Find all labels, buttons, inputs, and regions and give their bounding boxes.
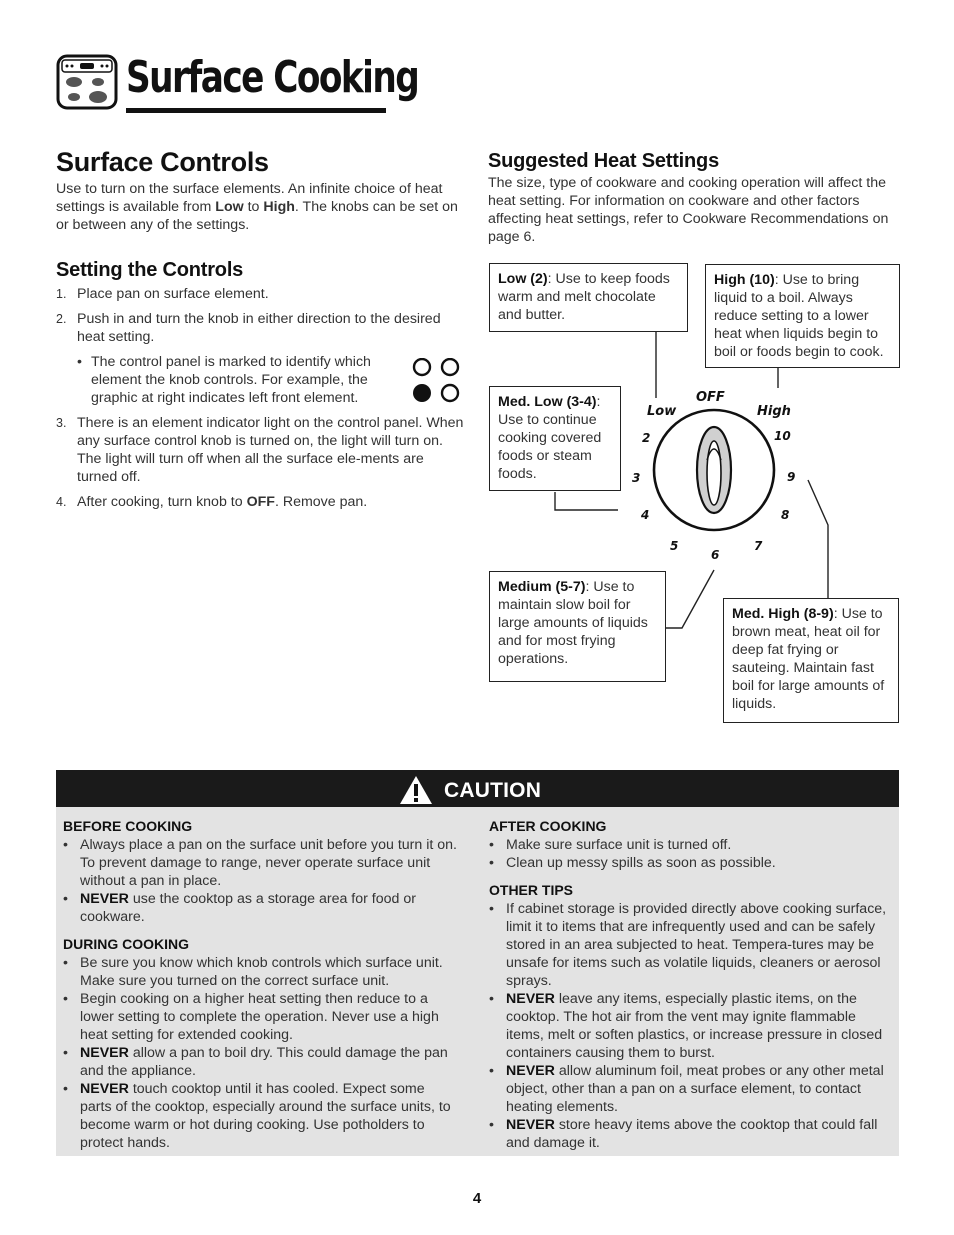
- intro-text: . The knobs can be set on or between any of the settings.: [56, 199, 458, 233]
- callout-label: Medium (5-7): [498, 579, 586, 595]
- knob-tick-8: 8: [781, 508, 790, 522]
- caution-label: CAUTION: [444, 779, 542, 802]
- step-1: [56, 285, 466, 303]
- callout-label: Med. Low (3-4): [498, 394, 597, 410]
- bullet-dot: •: [63, 891, 68, 907]
- caution-text: leave any items, especially plastic items, on the cooktop. The hot air from the vent may ignite flammable items, melt or soften plastics, or increase pressure in closed containers causing them to burst.: [506, 991, 883, 1061]
- page-title: Surface Cooking: [126, 52, 419, 103]
- bullet-text: The control panel is marked to identify which element the knob controls. For example, the graphic at right indicates left front element.: [91, 354, 371, 406]
- step-2: [56, 310, 466, 346]
- caution-left-column: [63, 817, 458, 1152]
- surface-controls-heading: Surface Controls: [56, 147, 269, 177]
- caution-text: If cabinet storage is provided directly above cooking surface, limit it to items that are infrequently used and can be safely stored in an area subjected to heat. Tempera-tures may be unsafe for items such as volatile liquids, cleaners or aerosol sprays.: [506, 901, 887, 989]
- caution-header: [56, 770, 899, 807]
- callout-text: : Use to bring liquid to a boil. Always reduce setting to a lower heat when liquids begin to boil or foods begin to cook.: [714, 272, 884, 360]
- callout-text: : Use to brown meat, heat oil for deep fat frying or sauteing. Maintain fast boil for large amounts of liquids.: [732, 606, 885, 712]
- bullet-dot: •: [489, 837, 494, 853]
- never-label: NEVER: [506, 1063, 555, 1079]
- knob-tick-4: 4: [641, 508, 650, 522]
- surface-controls-intro: [56, 180, 461, 234]
- leader-medhigh: [808, 480, 828, 598]
- never-label: NEVER: [80, 1045, 129, 1061]
- step-number: 3.: [56, 416, 67, 430]
- callout-med-high: [723, 598, 899, 723]
- knob-tick-5: 5: [670, 539, 679, 553]
- caution-item: [63, 954, 458, 990]
- bullet-dot: •: [63, 955, 68, 971]
- leader-medlow: [555, 492, 618, 510]
- caution-item: [489, 990, 894, 1062]
- knob-tick-7: 7: [754, 539, 763, 553]
- caution-text: Always place a pan on the surface unit before you turn it on. To prevent damage to range, never operate surface unit without a pan in place.: [80, 837, 457, 889]
- never-label: NEVER: [506, 1117, 555, 1133]
- caution-text: Make sure surface unit is turned off.: [506, 837, 732, 853]
- page-header: [56, 50, 419, 116]
- caution-box: [56, 770, 899, 1156]
- step-text: . Remove pan.: [274, 494, 368, 510]
- knob-label-low: Low: [647, 404, 677, 419]
- caution-item: [489, 1062, 894, 1116]
- page-number: 4: [472, 1190, 482, 1207]
- setting-steps: [56, 285, 466, 518]
- caution-right-column: [489, 817, 894, 1152]
- bullet-dot: •: [63, 1045, 68, 1061]
- caution-item: [63, 836, 458, 890]
- step-text: Place pan on surface element.: [77, 286, 269, 302]
- warning-icon: [399, 775, 433, 805]
- step-text: Push in and turn the knob in either direction to the desired heat setting.: [77, 311, 441, 345]
- never-label: NEVER: [506, 991, 555, 1007]
- step-3: [56, 414, 466, 486]
- intro-low: Low: [215, 199, 244, 215]
- bullet-dot: •: [63, 1081, 68, 1097]
- callout-med-low: [489, 386, 621, 491]
- bullet-dot: •: [489, 901, 494, 917]
- caution-text: Be sure you know which knob controls which surface unit. Make sure you turned on the correct surface unit.: [80, 955, 443, 989]
- knob-label-off: OFF: [696, 390, 725, 405]
- caution-item: [489, 900, 894, 990]
- callout-label: High (10): [714, 272, 775, 288]
- callout-label: Low (2): [498, 271, 548, 287]
- callout-text: : Use to maintain slow boil for large amounts of liquids and for most frying operations.: [498, 579, 648, 667]
- after-cooking-heading: AFTER COOKING: [489, 818, 607, 834]
- element-indicator-icon: [411, 358, 461, 404]
- suggested-heat-heading: Suggested Heat Settings: [488, 150, 719, 172]
- caution-item: [63, 990, 458, 1044]
- caution-text: touch cooktop until it has cooled. Expect some parts of the cooktop, especially around the surface units, to become warm or hot during cooking. Use potholders to protect hands.: [80, 1081, 451, 1151]
- never-label: NEVER: [80, 1081, 129, 1097]
- knob-grip-inner: [707, 441, 721, 505]
- callout-low: [489, 263, 688, 332]
- step-off: OFF: [246, 494, 275, 510]
- knob-tick-9: 9: [787, 470, 796, 484]
- bullet-dot: •: [489, 855, 494, 871]
- caution-text: Clean up messy spills as soon as possible.: [506, 855, 776, 871]
- setting-controls-heading: Setting the Controls: [56, 259, 244, 281]
- never-label: NEVER: [80, 891, 129, 907]
- caution-text: allow a pan to boil dry. This could damage the pan and the appliance.: [80, 1045, 448, 1079]
- step-text: After cooking, turn knob to: [77, 494, 247, 510]
- knob-tick-2: 2: [642, 431, 651, 445]
- bullet-dot: •: [489, 991, 494, 1007]
- callout-medium: [489, 571, 666, 682]
- caution-item: [489, 854, 894, 872]
- caution-text: use the cooktop as a storage area for food or cookware.: [80, 891, 416, 925]
- knob-tick-3: 3: [632, 471, 641, 485]
- callout-text: : Use to keep foods warm and melt chocolate and butter.: [498, 271, 670, 323]
- step-text: There is an element indicator light on the control panel. When any surface control knob is turned on, the light will turn on. The light will turn off when all the surface ele-ments are turned off.: [77, 415, 464, 485]
- caution-item: [489, 1116, 894, 1152]
- intro-text: to: [243, 199, 264, 215]
- cooktop-icon: [56, 54, 118, 110]
- step-number: 2.: [56, 312, 67, 326]
- before-cooking-heading: BEFORE COOKING: [63, 818, 193, 834]
- knob-tick-10: 10: [774, 429, 791, 443]
- bullet-dot: •: [489, 1063, 494, 1079]
- title-underline: [126, 108, 386, 113]
- leader-medium: [666, 570, 714, 628]
- step-number: 1.: [56, 287, 67, 301]
- step-2-bullet: [56, 353, 411, 407]
- intro-text: Use to turn on the surface elements. An infinite choice of heat settings is available from: [56, 181, 443, 215]
- intro-high: High: [263, 199, 295, 215]
- knob-tick-6: 6: [711, 548, 720, 562]
- caution-item: [63, 1080, 458, 1152]
- bullet-dot: •: [63, 837, 68, 853]
- bullet-dot: •: [77, 354, 82, 370]
- caution-item: [63, 890, 458, 926]
- caution-text: Begin cooking on a higher heat setting then reduce to a lower setting to complete the operation. Never use a high heat setting for extended cooking.: [80, 991, 439, 1043]
- callout-high: [705, 264, 900, 368]
- bullet-dot: •: [63, 991, 68, 1007]
- callout-text: : Use to continue cooking covered foods or steam foods.: [498, 394, 602, 482]
- knob-label-high: High: [757, 404, 791, 419]
- callout-label: Med. High (8-9): [732, 606, 834, 622]
- suggested-heat-intro: The size, type of cookware and cooking operation will affect the heat setting. For information on cookware and other factors affecting heat settings, refer to Cookware Recommendations on page 6.: [488, 175, 889, 245]
- caution-item: [489, 836, 894, 854]
- caution-text: allow aluminum foil, meat probes or any other metal object, other than a pan on a surface element, to contact heating elements.: [506, 1063, 884, 1115]
- caution-item: [63, 1044, 458, 1080]
- during-cooking-heading: DURING COOKING: [63, 936, 189, 952]
- caution-text: store heavy items above the cooktop that could fall and damage it.: [506, 1117, 878, 1151]
- bullet-dot: •: [489, 1117, 494, 1133]
- step-4: [56, 493, 466, 511]
- step-number: 4.: [56, 495, 67, 509]
- other-tips-heading: OTHER TIPS: [489, 882, 574, 898]
